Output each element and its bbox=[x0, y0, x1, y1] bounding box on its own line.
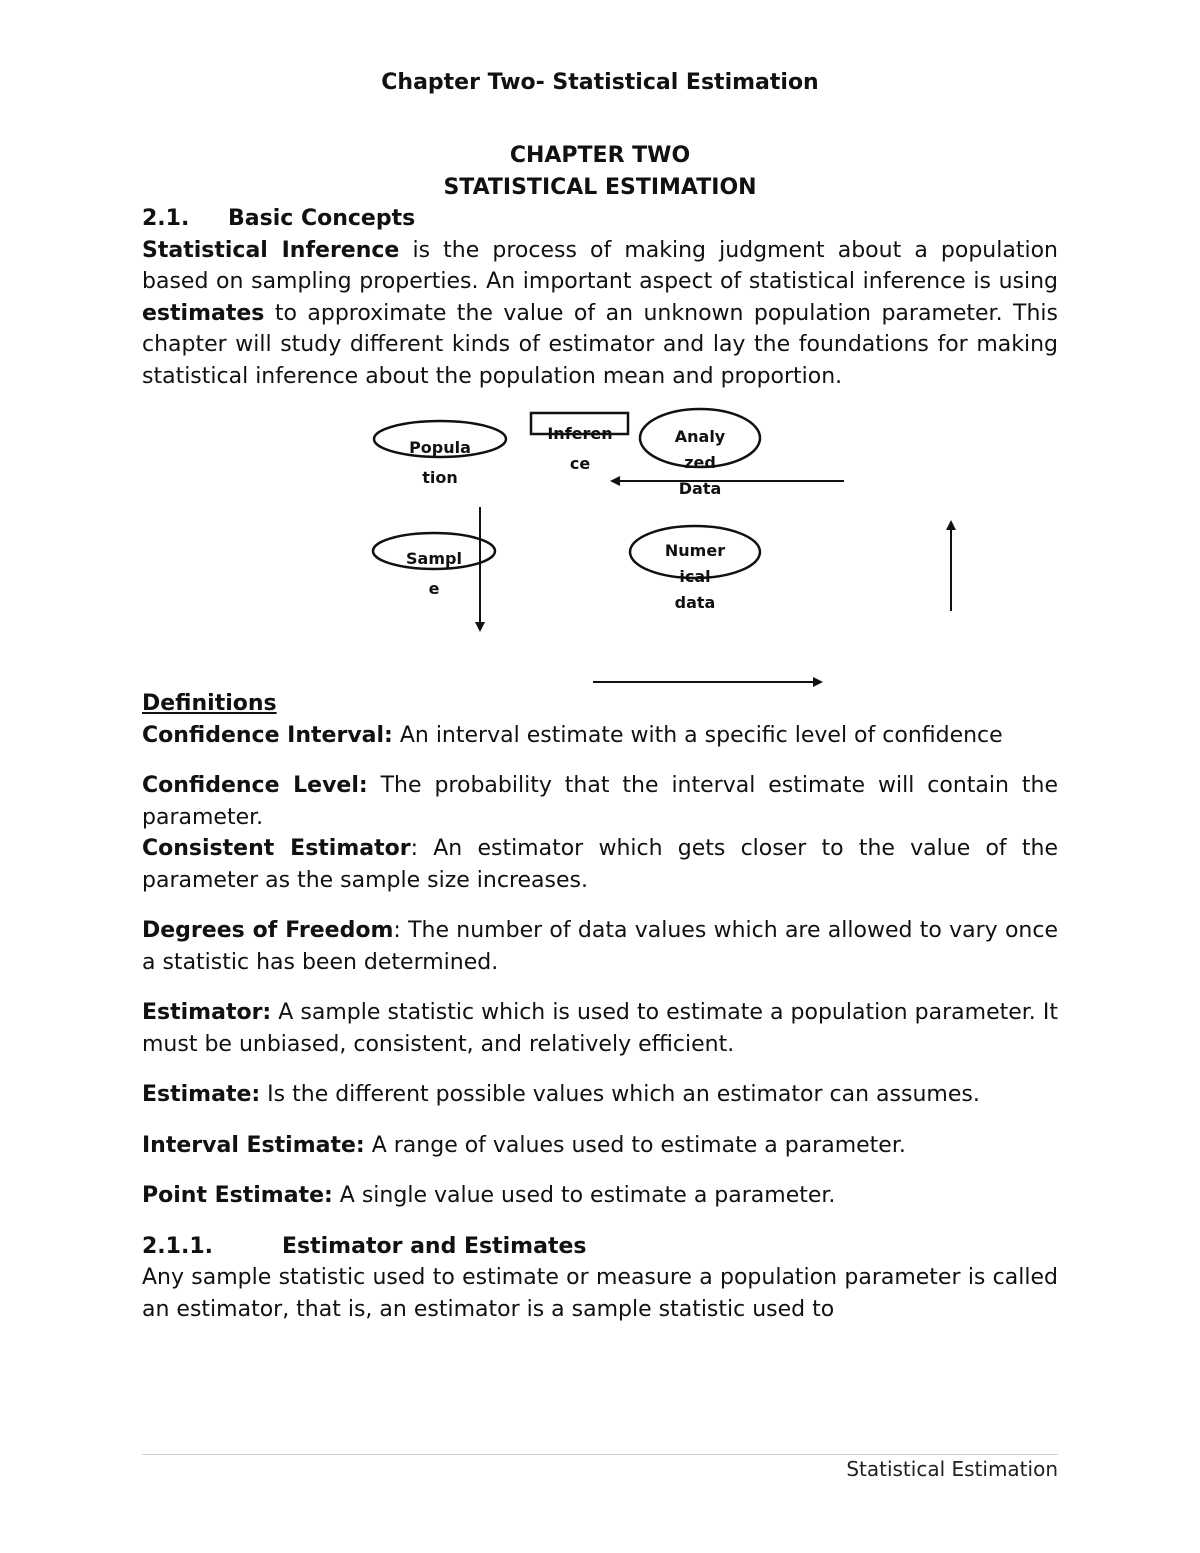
definition-item: Interval Estimate: A range of values used to estimate a parameter. bbox=[142, 1132, 906, 1158]
subsection-heading bbox=[142, 1231, 1058, 1263]
inference-diagram bbox=[142, 392, 1058, 688]
section-number: 2.1. bbox=[142, 206, 190, 231]
footer-divider bbox=[142, 1454, 1058, 1455]
document-body bbox=[142, 140, 1058, 1325]
definition-item: Confidence Level: The probability that the interval estimate will contain the parameter. bbox=[142, 773, 1058, 830]
definition-item: Estimator: A sample statistic which is used to estimate a population parameter. It must be unbiased, consistent, and relatively efficient. bbox=[142, 1000, 1058, 1057]
definitions-heading: Definitions bbox=[142, 691, 277, 716]
chapter-title: STATISTICAL ESTIMATION bbox=[443, 174, 757, 200]
definition-item: Estimate: Is the different possible values which an estimator can assumes. bbox=[142, 1082, 980, 1107]
intro-paragraph: Statistical Inference is the process of making judgment about a population based on sampling properties. An important aspect of statistical inference is using estimates to approximate the value of an unknown population parameter. This chapter will study different kinds of estimator and lay the foundations for making statistical inference about the population mean and proportion. bbox=[142, 237, 1058, 389]
subsection-title: Estimator and Estimates bbox=[282, 1233, 587, 1259]
sample-label: Sampl e bbox=[406, 549, 462, 598]
definition-item: Point Estimate: A single value used to estimate a parameter. bbox=[142, 1183, 836, 1208]
section-heading bbox=[142, 203, 1058, 235]
definition-item: Consistent Estimator: An estimator which gets closer to the value of the parameter as the sample size increases. bbox=[142, 836, 1059, 893]
definition-item: Confidence Interval: An interval estimate with a specific level of confidence bbox=[142, 722, 1003, 748]
term-estimates: estimates bbox=[142, 300, 265, 326]
definition-item: Degrees of Freedom: The number of data values which are allowed to vary once a statistic has been determined. bbox=[142, 918, 1058, 975]
section-title: Basic Concepts bbox=[228, 206, 416, 231]
term-statistical-inference: Statistical Inference bbox=[142, 237, 400, 263]
inference-label: Inferen ce bbox=[547, 424, 613, 473]
numerical-data-label: Numer ical data bbox=[664, 541, 726, 612]
population-label: Popula tion bbox=[409, 438, 471, 487]
analyzed-data-label: Analy zed Data bbox=[674, 427, 726, 498]
chapter-label: CHAPTER TWO bbox=[509, 143, 691, 168]
page-header-title: Chapter Two- Statistical Estimation bbox=[381, 70, 819, 95]
subsection-paragraph: Any sample statistic used to estimate or measure a population parameter is called an estimator, that is, an estimator is a sample statistic used to bbox=[142, 1265, 1058, 1322]
footer-text: Statistical Estimation bbox=[846, 1457, 1058, 1481]
subsection-number: 2.1.1. bbox=[142, 1233, 213, 1259]
